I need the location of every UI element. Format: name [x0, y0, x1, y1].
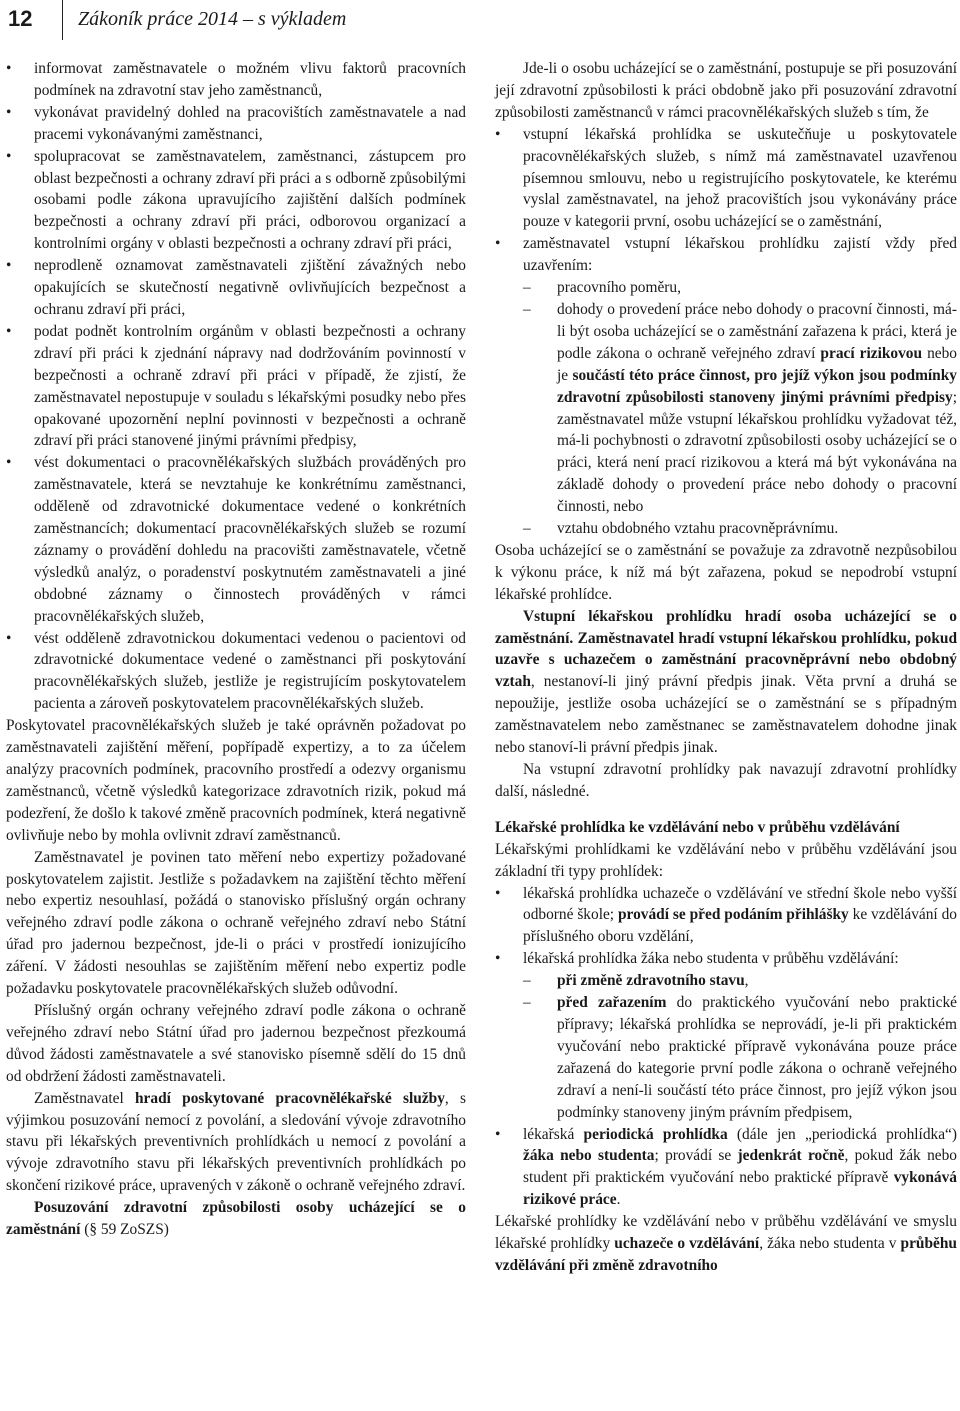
list-item: – dohody o provedení práce nebo dohody o pracovní činnosti, má-li být osoba ucházející se o zaměstnání zařazena k práci, která je podle zákona o ochraně veřejného zdraví prací rizikovou nebo je součástí této práce činnost, pro jejíž výkon jsou podmínky zdravotní způsobilosti stanoveny jinými právními předpisy; zaměstnavatel může vstupní lékařskou prohlídku vyžadovat též, má-li pochybnosti o zdravotní způsobilosti osoby ucházející se o práci, která není prací rizikovou a která má být vykonávána na základě dohody o provedení práce nebo dohody o pracovní činnosti, nebo [523, 299, 957, 518]
list-item: • vykonávat pravidelný dohled na pracovištích zaměstnavatele a nad pracemi vykonávanými zaměstnanci, [6, 102, 466, 146]
paragraph: Zaměstnavatel je povinen tato měření nebo expertizy požadované poskytovatelem zajistit. Jestliže s požadavkem na zajištění těchto měření nebo expertiz nesouhlasí, požádá o stanovisko příslušný orgán ochrany veřejného zdraví podle zákona o ochraně veřejného zdraví nebo Státní úřad pro jadernou bezpečnost, jde-li o práci v prostředí ionizujícího záření. V žádosti nesouhlas se zajištěním měření nebo expertiz podle požadavku poskytovatele pracovnělékařských služeb odůvodní. [6, 848, 466, 998]
conditions-list [495, 124, 957, 540]
paragraph: Osoba ucházející se o zaměstnání se považuje za zdravotně nezpůsobilou k výkonu práce, k níž má být zařazena, pokud se nepodrobí vstupní lékařské prohlídce. [495, 541, 957, 603]
page-number: 12 [8, 6, 33, 31]
paragraph: Na vstupní zdravotní prohlídky pak navazují zdravotní prohlídky další, následné. [495, 761, 957, 800]
running-title: Zákoník práce 2014 – s výkladem [78, 8, 347, 30]
list-item: • lékařská periodická prohlídka (dále jen „periodická prohlídka“) žáka nebo studenta; provádí se jedenkrát ročně, pokud žák nebo student při praktickém vyučování nebo praktické přípravě vykonává rizikové práce. [495, 1124, 957, 1212]
sublist [523, 970, 957, 1123]
list-item: • vést dokumentaci o pracovnělékařských službách prováděných pro zaměstnavatele, která se nevztahuje ke konkrétnímu zaměstnanci, odděleně od zdravotnické dokumentace vedené o konkrétních zaměstnancích; dokumentací pracovnělékařských služeb se rozumí záznamy o provádění dohledu na pracovišti zaměstnavatele, včetně výsledků analýz, o poradenství poskytnutém zaměstnavateli a jiné obdobné záznamy o činnostech prováděných v rámci pracovnělékařských služeb, [6, 452, 466, 627]
paragraph: Zaměstnavatel hradí poskytované pracovnělékařské služby, s výjimkou posuzování nemocí z povolání, a sledování vývoje zdravotního stavu při lékařských preventivních prohlídkách u nemocí z povolání a vývoje zdravotního stavu při lékařských preventivních prohlídkách po skončení rizikové práce, upravených v zákoně o ochraně veřejného zdraví. [6, 1089, 467, 1195]
list-item: – před zařazením do praktického vyučování nebo praktické přípravy; lékařská prohlídka se neprovádí, je-li při praktickém vyučování nebo praktické přípravě vykonávána pouze práce zařazená do kategorie první podle zákona o ochraně veřejného zdraví a není-li součástí této práce činnost, pro jejíž výkon jsou podmínky stanoveny jiným právním předpisem, [523, 992, 957, 1123]
list-item: • neprodleně oznamovat zaměstnavateli zjištění závažných nebo opakujících se skutečností negativně ovlivňujících bezpečnost a ochranu zdraví při práci, [6, 255, 466, 321]
right-column [495, 58, 957, 1277]
page-header [0, 0, 960, 42]
list-item: • lékařská prohlídka uchazeče o vzdělávání ve střední škole nebo vyšší odborné škole; provádí se před podáním přihlášky ke vzdělávání do příslušného oboru vzdělání, [495, 883, 957, 949]
list-item: • lékařská prohlídka žáka nebo studenta v průběhu vzdělávání: – při změně zdravotního stavu, – před zařazením do praktického vyučování nebo praktické přípravy; lékařská prohlídka se neprovádí, je-li při praktickém vyučování nebo praktické přípravě vykonávána pouze práce zařazená do kategorie první podle zákona o ochraně veřejného zdraví a není-li součástí této práce činnost, pro jejíž výkon jsou podmínky stanoveny jiným právním předpisem, [495, 948, 957, 1123]
section-heading: Posuzování zdravotní způsobilosti osoby ucházející se o zaměstnání (§ 59 ZoSZS) [6, 1199, 466, 1239]
paragraph: Lékařskými prohlídkami ke vzdělávání nebo v průběhu vzdělávání jsou základní tři typy prohlídek: [495, 840, 957, 880]
list-item: • podat podnět kontrolním orgánům v oblasti bezpečnosti a ochrany zdraví při práci k zjednání nápravy nad dodržováním povinností v bezpečnosti a ochraně zdraví při práci v případě, že zjistí, že zaměstnavatel nepostupuje v souladu s lékařskými posudky nebo přes opakované upozornění neplní povinnosti v bezpečnosti a ochraně zdraví při práci stanovené jinými právními předpisy, [6, 321, 466, 452]
paragraph: Jde-li o osobu ucházející se o zaměstnání, postupuje se při posuzování její zdravotní způsobilosti k práci obdobně jako při posuzování zdravotní způsobilosti zaměstnanců v rámci pracovnělékařských služeb s tím, že [495, 60, 957, 121]
paragraph: Poskytovatel pracovnělékařských služeb je také oprávněn požadovat po zaměstnavateli zajištění měření, popřípadě expertizy, a to za účelem analýzy pracovních podmínek, pracovního prostředí a odezvy organismu zaměstnanců, včetně výsledků kategorizace zdravotních rizik, pokud má podezření, že došlo k takové změně pracovních podmínek, která negativně ovlivňuje nebo by mohla ovlivnit zdraví zaměstnanců. [6, 717, 466, 844]
list-item: • spolupracovat se zaměstnavatelem, zaměstnanci, zástupcem pro oblast bezpečnosti a ochrany zdraví při práci a s odborně způsobilými osobami podle zákona upravujícího zajištění dalších podmínek bezpečnosti a ochrany zdraví při práci, odborovou organizací a kontrolními orgány v oblasti bezpečnosti a ochrany zdraví při práci, [6, 146, 466, 256]
list-item: • zaměstnavatel vstupní lékařskou prohlídku zajistí vždy před uzavřením: – pracovního poměru, – dohody o provedení práce nebo dohody o pracovní činnosti, má-li být osoba ucházející se o zaměstnání zařazena k práci, která je podle zákona o ochraně veřejného zdraví prací rizikovou nebo je součástí této práce činnost, pro jejíž výkon jsou podmínky zdravotní způsobilosti stanoveny jinými právními předpisy; zaměstnavatel může vstupní lékařskou prohlídku vyžadovat též, má-li pochybnosti o zdravotní způsobilosti osoby ucházející se o práci, která není prací rizikovou a která má být vykonávána na základě dohody o provedení práce nebo dohody o pracovní činnosti, nebo – vztahu obdobného vztahu pracovněprávnímu. [495, 233, 957, 540]
left-column [6, 58, 466, 1241]
paragraph: Příslušný orgán ochrany veřejného zdraví podle zákona o ochraně veřejného zdraví nebo Státní úřad pro jadernou bezpečnost přezkoumá důvod žádosti zaměstnavatele a své stanovisko písemně sdělí do 15 dnů od obdržení žádosti zaměstnavateli. [6, 1001, 466, 1085]
list-item: – vztahu obdobného vztahu pracovněprávnímu. [523, 518, 957, 540]
list-item: • vést odděleně zdravotnickou dokumentaci vedenou o pacientovi od zdravotnické dokumentace vedené o zaměstnanci při poskytování pracovnělékařských služeb, jestliže je registrujícím poskytovatelem pacienta a zároveň poskytovatelem pracovnělékařských služeb. [6, 628, 466, 716]
header-divider [62, 0, 63, 40]
list-item: – při změně zdravotního stavu, [523, 970, 957, 992]
section-heading: Lékařské prohlídka ke vzdělávání nebo v průběhu vzdělávání [495, 818, 900, 836]
list-item: – pracovního poměru, [523, 277, 957, 299]
exam-types-list [495, 883, 957, 1212]
sublist [523, 277, 957, 540]
paragraph: Vstupní lékařskou prohlídku hradí osoba ucházející se o zaměstnání. Zaměstnavatel hradí vstupní lékařskou prohlídku, pokud uzavře s uchazečem o zaměstnání pracovněprávní nebo obdobný vztah, nestanoví-li jiný právní předpis jinak. Věta první a druhá se nepoužije, jestliže osoba ucházející se o zaměstnání se s případným zaměstnavatelem nebo zaměstnanec se zaměstnavatelem dohodne jinak nebo stanoví-li právní předpis jinak. [495, 607, 957, 757]
list-item: • informovat zaměstnavatele o možném vlivu faktorů pracovních podmínek na zdravotní stav jeho zaměstnanců, [6, 58, 466, 102]
paragraph: Lékařské prohlídky ke vzdělávání nebo v průběhu vzdělávání ve smyslu lékařské prohlídky uchazeče o vzdělávání, žáka nebo studenta v průběhu vzdělávání při změně zdravotního [495, 1213, 957, 1274]
list-item: • vstupní lékařská prohlídka se uskutečňuje u poskytovatele pracovnělékařských služeb, s nímž má zaměstnavatel uzavřenou písemnou smlouvu, nebo u registrujícího poskytovatele, ke kterému vyslal zaměstnavatel, na jehož pracovištích jsou vykonávány práce pouze v kategorii první, osobu ucházející se o zaměstnání, [495, 124, 957, 234]
duties-list [6, 58, 466, 715]
